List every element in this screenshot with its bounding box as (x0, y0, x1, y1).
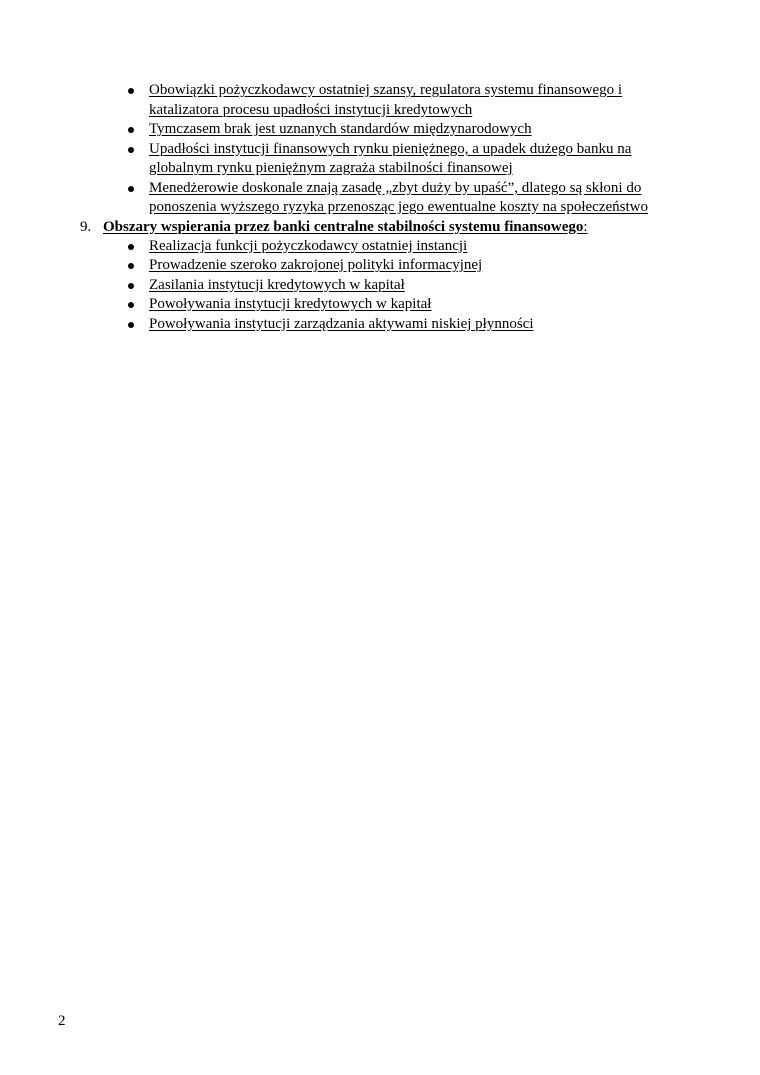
bullet-icon (128, 263, 134, 269)
page-number: 2 (58, 1013, 66, 1029)
list-item (78, 295, 678, 315)
bullet-list-b (78, 237, 678, 335)
bullet-icon (128, 186, 134, 192)
list-item-text: Prowadzenie szeroko zakrojonej polityki informacyjnej (149, 257, 483, 273)
section-heading: Obszary wspierania przez banki centralne stabilności systemu finansowego (103, 218, 584, 235)
list-item (78, 315, 678, 335)
list-item-text: Obowiązki pożyczkodawcy ostatniej szansy, regulatora systemu finansowego i katalizatora procesu upadłości instytucji kredytowych (149, 82, 623, 118)
list-item (78, 120, 678, 140)
bullet-icon (128, 88, 134, 94)
page-content (78, 81, 678, 334)
bullet-list-a (78, 81, 678, 218)
list-item-text: Zasilania instytucji kredytowych w kapitał (149, 276, 405, 293)
list-item-text: Powoływania instytucji zarządzania aktywami niskiej płynności (149, 315, 534, 332)
list-item (78, 140, 678, 179)
bullet-icon (128, 283, 134, 289)
heading-colon: : (583, 218, 588, 235)
list-item (78, 256, 678, 276)
bullet-icon (128, 147, 134, 153)
list-item-text: Menedżerowie doskonale znają zasadę „zbyt duży by upaść”, dlatego są skłoni do ponoszenia wyższego ryzyka przenosząc jego ewentualne koszty na społeczeństwo (149, 179, 648, 215)
item-number: 9. (80, 218, 92, 235)
list-item-text: Realizacja funkcji pożyczkodawcy ostatniej instancji (149, 237, 468, 254)
list-item-text: Powoływania instytucji kredytowych w kapitał (149, 296, 432, 312)
numbered-item-9 (78, 218, 678, 237)
list-item-text: Upadłości instytucji finansowych rynku pieniężnego, a upadek dużego banku na globalnym rynku pieniężnym zagraża stabilności finansowej (149, 140, 632, 176)
list-item (78, 81, 678, 120)
bullet-icon (128, 322, 134, 328)
list-item-text: Tymczasem brak jest uznanych standardów międzynarodowych (149, 121, 532, 137)
list-item (78, 276, 678, 296)
list-item (78, 179, 678, 218)
bullet-icon (128, 302, 134, 308)
list-item (78, 237, 678, 257)
bullet-icon (128, 244, 134, 250)
bullet-icon (128, 127, 134, 133)
